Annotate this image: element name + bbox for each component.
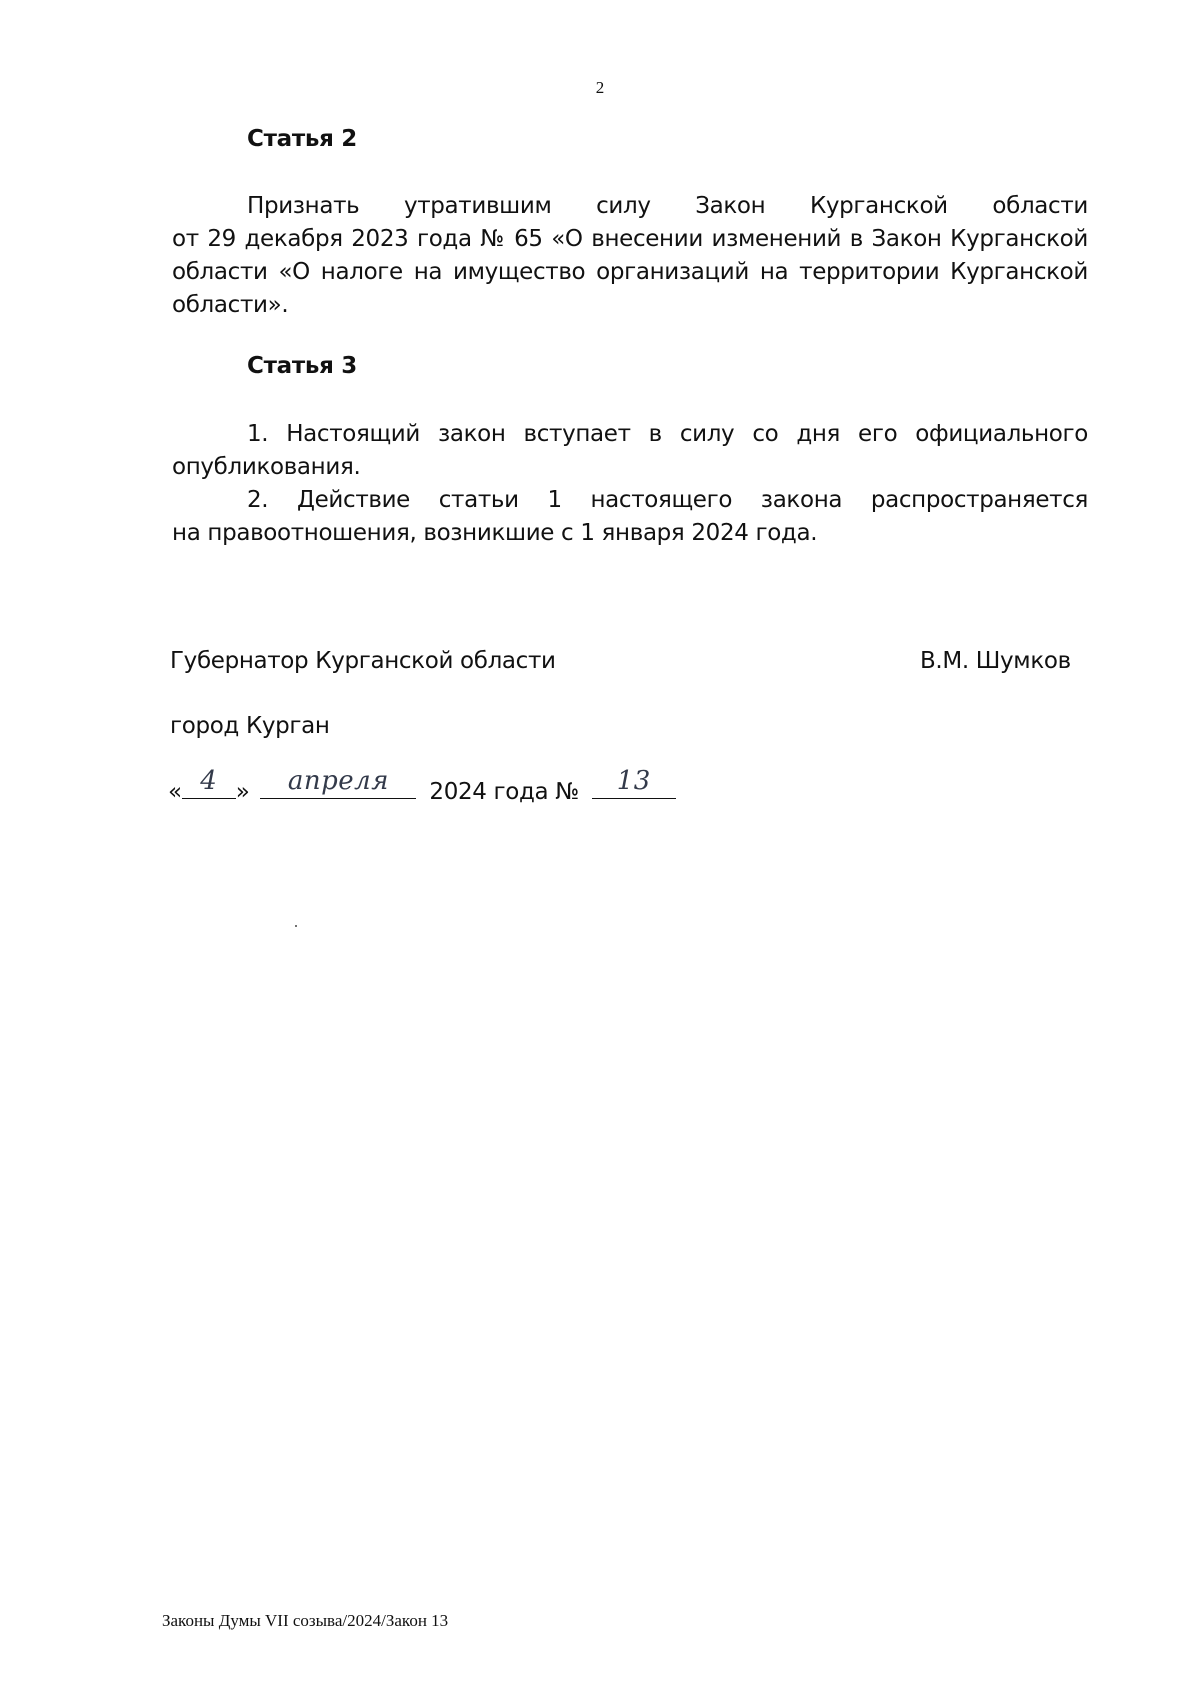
- year-text: 2024 года №: [429, 779, 579, 805]
- article-3-heading: Статья 3: [247, 353, 357, 379]
- article-2-line-1: Признать утратившим силу Закон Курганской области: [247, 193, 1088, 219]
- article-2-heading: Статья 2: [247, 126, 357, 152]
- article-3-item-1: 1. Настоящий закон вступает в силу со дня его официального опубликования.: [172, 421, 1088, 480]
- article-2-rest: от 29 декабря 2023 года № 65 «О внесении изменений в Закон Курганской области «О налоге на имущество организаций на территории Курганской области».: [172, 226, 1088, 318]
- handwritten-day: 4: [200, 766, 218, 796]
- article-3-text: [172, 418, 1088, 550]
- close-quote: »: [235, 779, 250, 805]
- governor-title: Губернатор Курганской области: [170, 648, 556, 674]
- month-blank: [260, 766, 416, 799]
- city: город Курган: [170, 713, 330, 739]
- open-quote: «: [168, 779, 182, 805]
- page-number: 2: [595, 78, 605, 97]
- scan-speck: [295, 925, 297, 927]
- day-blank: [182, 766, 236, 799]
- article-3-item-2-rest: на правоотношения, возникшие с 1 января 2024 года.: [172, 520, 818, 546]
- handwritten-number: 13: [616, 766, 651, 796]
- governor-name: В.М. Шумков: [920, 648, 1071, 674]
- date-line: [168, 766, 676, 814]
- number-blank: [592, 766, 676, 799]
- article-3-item-2-line-1: 2. Действие статьи 1 настоящего закона распространяется: [247, 487, 1088, 513]
- handwritten-month: апреля: [287, 766, 389, 796]
- footer-reference: Законы Думы VII созыва/2024/Закон 13: [162, 1611, 449, 1630]
- article-2-text: [172, 190, 1088, 322]
